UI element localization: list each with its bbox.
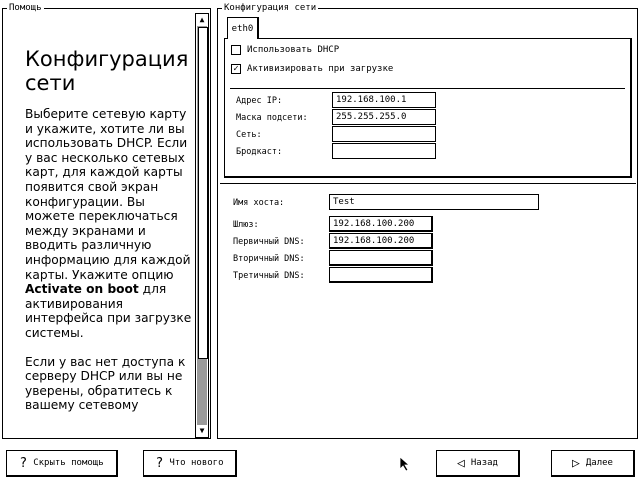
- tab-eth0[interactable]: eth0: [227, 17, 259, 39]
- ip-input[interactable]: 192.168.100.1: [332, 92, 436, 108]
- use-dhcp-checkbox[interactable]: [231, 45, 241, 55]
- help-heading: Конфигурация сети: [25, 47, 189, 95]
- dns2-input[interactable]: [329, 250, 433, 266]
- help-paragraph-2: Если у вас нет доступа к серверу DHCP или вы не уверены, обратитесь к вашему сетевому: [25, 354, 186, 413]
- dns1-label: Первичный DNS:: [233, 237, 305, 247]
- network-label: Сеть:: [236, 130, 262, 140]
- gateway-input[interactable]: 192.168.100.200: [329, 216, 433, 232]
- activate-on-boot-row[interactable]: [231, 63, 393, 75]
- arrow-left-icon: ◁: [457, 455, 465, 471]
- next-label: Далее: [585, 458, 613, 468]
- network-input[interactable]: [332, 126, 436, 142]
- dns3-label: Третичный DNS:: [233, 271, 305, 281]
- scroll-track[interactable]: [197, 26, 207, 425]
- help-paragraph-1: Выберите сетевую карту и укажите, хотите ли вы использовать DHCP. Если у вас несколько сетевых карт, для каждой карты появится свой экран конфигурации. Вы можете переключаться между экранами и вводить различную информацию для каждой карты. Укажите опцию Activate on boot для активирования интерфейса при загрузке системы.: [25, 107, 192, 340]
- scroll-up-icon[interactable]: ▲: [199, 15, 205, 24]
- use-dhcp-row[interactable]: [231, 44, 339, 56]
- help-scrollbar[interactable]: [195, 13, 209, 438]
- network-divider: [230, 88, 625, 89]
- broadcast-label: Бродкаст:: [236, 147, 283, 157]
- back-label: Назад: [470, 458, 498, 468]
- mouse-pointer-icon: [399, 456, 411, 472]
- mask-label: Маска подсети:: [236, 113, 308, 123]
- hide-help-button[interactable]: [6, 450, 118, 477]
- host-section-divider: [220, 183, 636, 184]
- help-bold-option: Activate on boot: [25, 282, 139, 297]
- hostname-label: Имя хоста:: [233, 198, 285, 208]
- mask-input[interactable]: 255.255.255.0: [332, 109, 436, 125]
- dns2-label: Вторичный DNS:: [233, 254, 305, 264]
- network-frame-title: Конфигурация сети: [224, 3, 317, 13]
- use-dhcp-label: Использовать DHCP: [247, 45, 340, 55]
- arrow-right-icon: ▷: [572, 455, 580, 471]
- broadcast-input[interactable]: [332, 143, 436, 159]
- hide-help-label: Скрыть помощь: [33, 458, 104, 468]
- help-content: [3, 13, 195, 440]
- ip-label: Адрес IP:: [236, 96, 283, 106]
- scroll-down-icon[interactable]: ▼: [199, 426, 205, 435]
- scroll-thumb[interactable]: [198, 27, 208, 359]
- help-icon: ?: [19, 455, 28, 471]
- whats-new-label: Что нового: [169, 458, 224, 468]
- dns3-input[interactable]: [329, 267, 433, 283]
- activate-on-boot-label: Активизировать при загрузке: [247, 64, 394, 74]
- info-icon: ?: [155, 455, 164, 471]
- next-button[interactable]: [551, 450, 635, 477]
- whats-new-button[interactable]: [143, 450, 237, 477]
- help-frame-title: Помощь: [9, 3, 42, 13]
- gateway-label: Шлюз:: [233, 220, 259, 230]
- back-button[interactable]: [436, 450, 520, 477]
- dns1-input[interactable]: 192.168.100.200: [329, 233, 433, 249]
- hostname-input[interactable]: Test: [329, 194, 539, 210]
- activate-on-boot-checkbox[interactable]: ✓: [231, 64, 241, 74]
